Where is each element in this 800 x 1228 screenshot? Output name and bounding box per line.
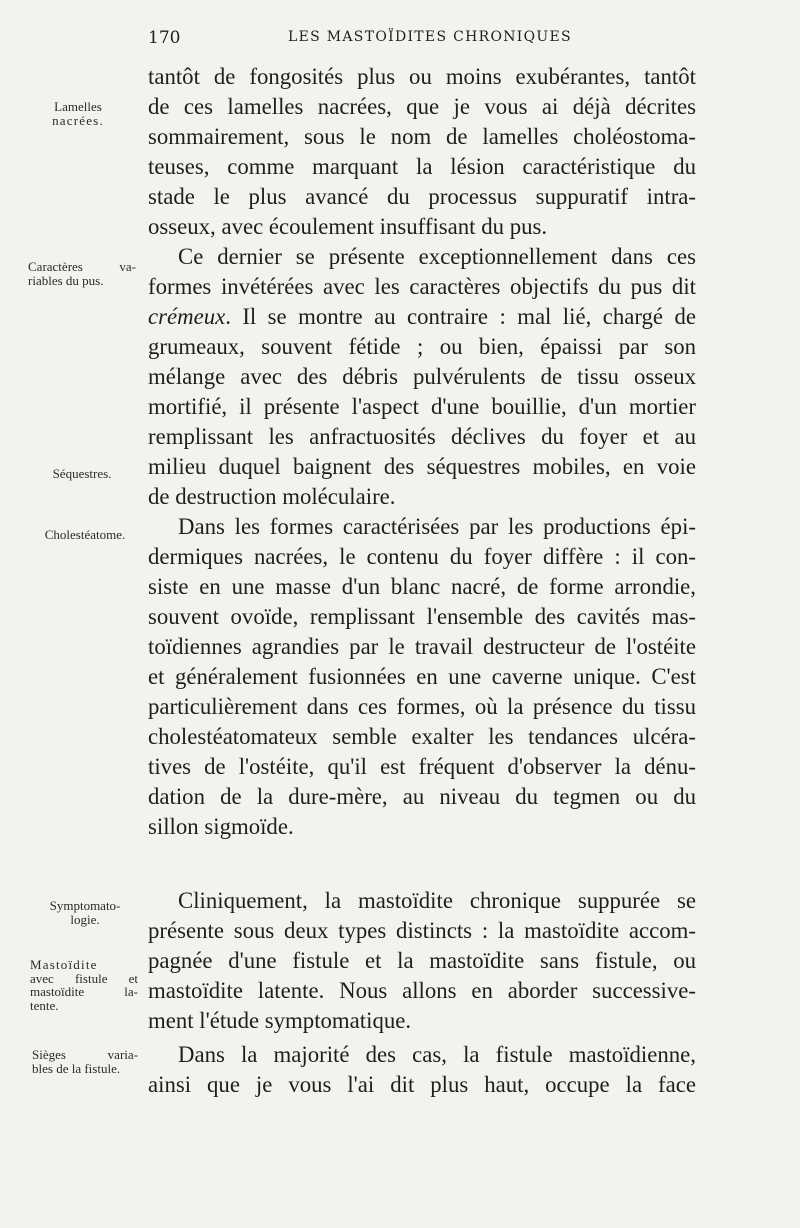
text-line: mélange avec des débris pulvérulents de tissu osseux: [148, 364, 696, 389]
text-line: de ces lamelles nacrées, que je vous ai déjà décrites: [148, 94, 696, 119]
paragraph-5: [148, 1040, 696, 1100]
text-line: pagnée d'une fistule et la mastoïdite sans fistule, ou: [148, 948, 696, 973]
text-line: Cliniquement, la mastoïdite chronique suppurée se: [178, 888, 696, 913]
text-line: Ce dernier se présente exceptionnellement dans ces: [178, 244, 696, 269]
paragraph-4: [148, 886, 696, 1036]
text-line: formes invétérées avec les caractères objectifs du pus dit: [148, 274, 696, 299]
paragraph-1: [148, 62, 696, 242]
text-line: présente sous deux types distincts : la mastoïdite accom-: [148, 918, 696, 943]
margin-note-sieges: [32, 1048, 138, 1075]
text-line: de destruction moléculaire.: [148, 484, 396, 509]
text-line: particulièrement dans ces formes, où la présence du tissu: [148, 694, 696, 719]
text-line: sillon sigmoïde.: [148, 814, 294, 839]
text-line: mastoïdite latente. Nous allons en aborder successive-: [148, 978, 696, 1003]
text-line: toïdiennes agrandies par le travail destructeur de l'ostéite: [148, 634, 696, 659]
text-line: souvent ovoïde, remplissant l'ensemble des cavités mas-: [148, 604, 696, 629]
text-line: siste en une masse d'un blanc nacré, de forme arrondie,: [148, 574, 696, 599]
text-line: remplissant les anfractuosités déclives du foyer et au: [148, 424, 696, 449]
margin-note-line: Caractères va-: [28, 259, 136, 274]
text-line: dation de la dure-mère, au niveau du tegmen ou du: [148, 784, 696, 809]
text-line: stade le plus avancé du processus suppuratif intra-: [148, 184, 696, 209]
text-fragment: . Il se montre au contraire : mal lié, chargé de: [225, 304, 696, 329]
text-line: Dans la majorité des cas, la fistule mastoïdienne,: [178, 1042, 696, 1067]
margin-note-line: Cholestéatome.: [44, 527, 126, 542]
margin-note-line: Mastoïdite: [30, 957, 98, 972]
text-line: ment l'étude symptomatique.: [148, 1008, 412, 1033]
page-header: [0, 28, 800, 52]
text-line: grumeaux, souvent fétide ; ou bien, épaissi par son: [148, 334, 696, 359]
paragraph-2: [148, 242, 696, 512]
running-title: LES MASTOÏDITES CHRONIQUES: [288, 29, 572, 45]
page-number: 170: [148, 28, 181, 48]
margin-note-line: Symptomato-: [49, 898, 121, 913]
text-line: milieu duquel baignent des séquestres mobiles, en voie: [148, 454, 696, 479]
italic-term: crémeux: [148, 304, 226, 329]
text-line: osseux, avec écoulement insuffisant du pus.: [148, 214, 548, 239]
margin-note-symptomatologie: [30, 899, 140, 926]
margin-note-lamelles: [38, 100, 118, 127]
text-line: dermiques nacrées, le contenu du foyer diffère : il con-: [148, 544, 696, 569]
margin-note-sequestres: [32, 467, 132, 481]
text-line: [148, 302, 696, 332]
margin-note-line: avec fistule et: [30, 970, 138, 986]
margin-note-line: nacrées.: [52, 112, 104, 128]
margin-note-line: Lamelles: [54, 99, 102, 114]
text-line: ainsi que je vous l'ai dit plus haut, occupe la face: [148, 1072, 696, 1097]
margin-note-line: logie.: [70, 911, 100, 927]
text-line: Dans les formes caractérisées par les productions épi-: [178, 514, 696, 539]
margin-note-mastoidite: [30, 958, 138, 1012]
margin-note-line: bles de la fistule.: [32, 1060, 121, 1076]
text-line: tantôt de fongosités plus ou moins exubérantes, tantôt: [148, 64, 696, 89]
margin-note-line: Sièges varia-: [32, 1047, 138, 1062]
paragraph-3: [148, 512, 696, 842]
text-line: sommairement, sous le nom de lamelles choléostoma-: [148, 124, 696, 149]
margin-note-line: mastoïdite la-: [30, 984, 138, 999]
text-line: et généralement fusionnées en une caverne unique. C'est: [148, 664, 696, 689]
text-line: mortifié, il présente l'aspect d'une bouillie, d'un mortier: [148, 394, 696, 419]
margin-note-line: tente.: [30, 997, 59, 1013]
text-line: tives de l'ostéite, qu'il est fréquent d'observer la dénu-: [148, 754, 696, 779]
margin-note-line: Séquestres.: [52, 466, 112, 481]
margin-note-line: riables du pus.: [28, 272, 104, 288]
text-line: cholestéatomateux semble exalter les tendances ulcéra-: [148, 724, 696, 749]
margin-note-cholesteatome: [30, 528, 140, 542]
margin-note-caracteres: [28, 260, 136, 287]
text-line: teuses, comme marquant la lésion caractéristique du: [148, 154, 696, 179]
